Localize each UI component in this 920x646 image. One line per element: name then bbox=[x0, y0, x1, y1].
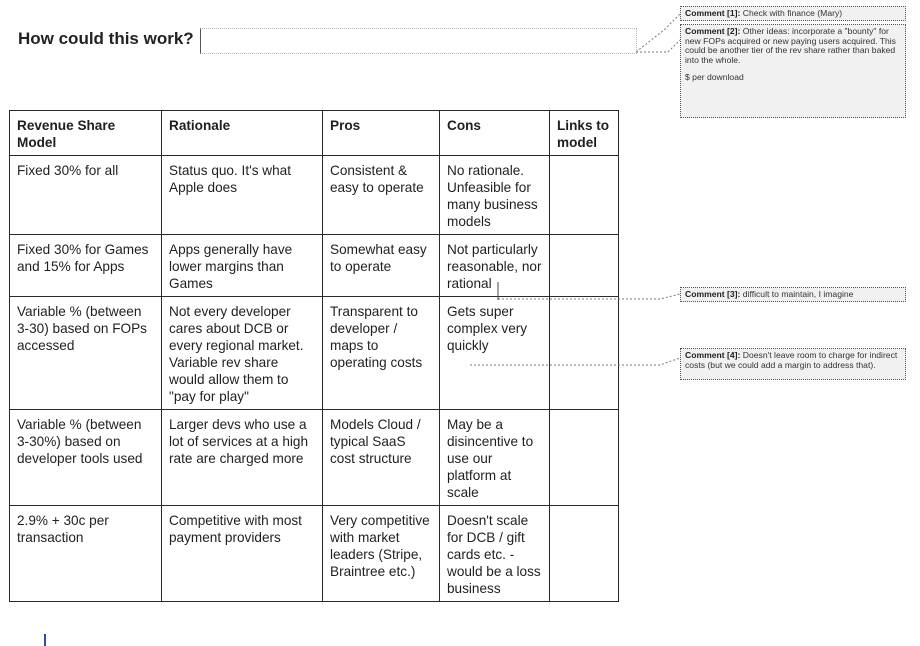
table-row bbox=[10, 156, 619, 235]
table-cell: Transparent to developer / maps to operating costs bbox=[323, 297, 440, 410]
table-cell: Not every developer cares about DCB or every regional market. Variable rev share would allow them to "pay for play" bbox=[162, 297, 323, 410]
table-cell: Fixed 30% for all bbox=[10, 156, 162, 235]
revenue-share-table bbox=[9, 110, 619, 602]
comment-2[interactable] bbox=[680, 24, 906, 118]
table-cell: 2.9% + 30c per transaction bbox=[10, 506, 162, 602]
comment-label: Comment [3]: bbox=[685, 289, 741, 299]
header-cell: Rationale bbox=[162, 111, 323, 156]
comment-text: difficult to maintain, I imagine bbox=[742, 289, 854, 299]
comment-text: Doesn't leave room to charge for indirect costs (but we could add a margin to address that). bbox=[685, 350, 898, 370]
comment-label: Comment [2]: bbox=[685, 26, 741, 36]
table-cell bbox=[550, 156, 619, 235]
comment-text: Other ideas: incorporate a "bounty" for new FOPs acquired or new paying users acquired. This could be another tier of the rev share rather than baked into the whole. bbox=[685, 26, 896, 65]
table-row bbox=[10, 506, 619, 602]
table-cell: Variable % (between 3-30%) based on developer tools used bbox=[10, 410, 162, 506]
table-cell: Fixed 30% for Games and 15% for Apps bbox=[10, 235, 162, 297]
table-cell: No rationale. Unfeasible for many business models bbox=[440, 156, 550, 235]
header-cell: Pros bbox=[323, 111, 440, 156]
table-cell: Somewhat easy to operate bbox=[323, 235, 440, 297]
comment-text: Check with finance (Mary) bbox=[742, 8, 843, 18]
table-cell: Consistent & easy to operate bbox=[323, 156, 440, 235]
comment-anchor-box bbox=[200, 28, 637, 54]
table-cell bbox=[550, 410, 619, 506]
table-cell: Variable % (between 3-30) based on FOPs accessed bbox=[10, 297, 162, 410]
header-cell: Revenue Share Model bbox=[10, 111, 162, 156]
table-row bbox=[10, 235, 619, 297]
text-cursor-mark bbox=[44, 634, 46, 646]
table-cell: Status quo. It's what Apple does bbox=[162, 156, 323, 235]
comment-label: Comment [1]: bbox=[685, 8, 741, 18]
table-cell: Larger devs who use a lot of services at a high rate are charged more bbox=[162, 410, 323, 506]
table-cell: Not particularly reasonable, nor rational bbox=[440, 235, 550, 297]
table-cell: May be a disincentive to use our platform at scale bbox=[440, 410, 550, 506]
page-heading: How could this work? bbox=[18, 29, 194, 48]
comment-label: Comment [4]: bbox=[685, 350, 741, 360]
table-cell: Doesn't scale for DCB / gift cards etc. - would be a loss business bbox=[440, 506, 550, 602]
header-cell: Cons bbox=[440, 111, 550, 156]
table-cell bbox=[550, 297, 619, 410]
table-cell bbox=[550, 235, 619, 297]
table-row bbox=[10, 410, 619, 506]
comment-extra-text: $ per download bbox=[685, 72, 744, 83]
header-cell: Links to model bbox=[550, 111, 619, 156]
table-cell: Very competitive with market leaders (Stripe, Braintree etc.) bbox=[323, 506, 440, 602]
comment-3[interactable] bbox=[680, 287, 906, 302]
comment-4[interactable] bbox=[680, 348, 906, 380]
table-header-row bbox=[10, 111, 619, 156]
table-cell: Models Cloud / typical SaaS cost structure bbox=[323, 410, 440, 506]
table-cell: Apps generally have lower margins than Games bbox=[162, 235, 323, 297]
comment-1[interactable] bbox=[680, 6, 906, 21]
table-cell bbox=[550, 506, 619, 602]
table-cell: Gets super complex very quickly bbox=[440, 297, 550, 410]
table-row bbox=[10, 297, 619, 410]
table-cell: Competitive with most payment providers bbox=[162, 506, 323, 602]
